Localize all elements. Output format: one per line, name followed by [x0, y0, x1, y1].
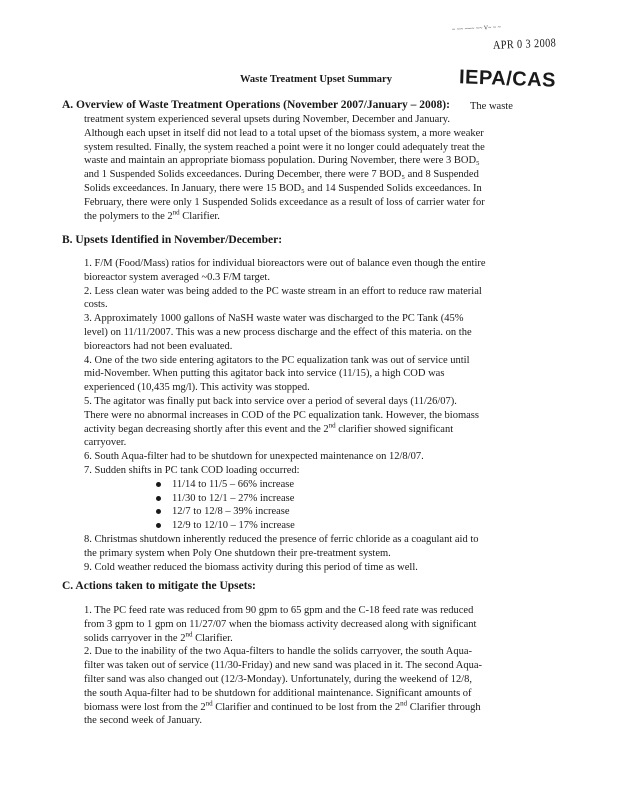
- bullet-item: 11/14 to 11/5 – 66% increase: [156, 478, 584, 492]
- received-date-stamp: APR 0 3 2008: [492, 35, 557, 52]
- bullet-icon: [156, 523, 161, 528]
- list-item: 2. Due to the inability of the two Aqua-filters to handle the solids carryover, the south Aqua- filter was taken out of service (11/30-Friday) and new sand was placed in it. The second Aqua- filter sand was also changed out (12/3-Monday). Unfortunately, during the weekend of 12/8, the south Aqua-filter had to be shutdown for additional maintenance. Significant amounts of biomass were lost from the 2nd Clarifier and continued to be lost from the 2nd Clarifier through the second week of January.: [84, 646, 483, 727]
- text-line: Although each upset in itself did not lead to a total upset of the biomass system, a more weaker: [84, 127, 484, 139]
- list-item: 2. Less clean water was being added to the PC waste stream in an effort to reduce raw material costs.: [84, 285, 482, 311]
- list-item: 5. The agitator was finally put back into service over a period of several days (11/26/07). There were no abnormal increases in COD of the PC equalization tank. However, the biomass activity began decreasing shortly after this event and the 2nd clarifier showed significant carryover.: [84, 395, 479, 449]
- section-a-body: [84, 113, 584, 223]
- bullet-item: 12/7 to 12/8 – 39% increase: [156, 505, 584, 519]
- list-item: 8. Christmas shutdown inherently reduced the presence of ferric chloride as a coagulant aid to the primary system when Poly One shutdown their pre-treatment system.: [84, 533, 479, 559]
- agency-stamp: IEPA/CAS: [458, 66, 557, 92]
- list-item: 3. Approximately 1000 gallons of NaSH waste water was discharged to the PC Tank (45% level) on 11/11/2007. This was a new process discharge and the effect of this materia. on the bioreactors had not been evaluated.: [84, 313, 472, 352]
- list-item: 9. Cold weather reduced the biomass activity during this period of time as well.: [84, 561, 418, 573]
- text-line: Solids exceedances. In January, there were 15 BOD₅ and 14 Suspended Solids exceedances. In: [84, 182, 482, 194]
- section-b-body: [84, 257, 584, 574]
- bullet-icon: [156, 482, 161, 487]
- bullet-icon: [156, 509, 161, 514]
- bullet-item: 12/9 to 12/10 – 17% increase: [156, 519, 584, 533]
- bullet-item: 11/30 to 12/1 – 27% increase: [156, 492, 584, 506]
- text-line: waste and maintain an appropriate biomass population. During November, there were 3 BOD₅: [84, 155, 480, 167]
- section-a-heading: A. Overview of Waste Treatment Operations (November 2007/January – 2008):: [62, 99, 450, 111]
- list-item: 7. Sudden shifts in PC tank COD loading occurred:: [84, 464, 300, 476]
- bullet-list: [84, 478, 584, 533]
- text-line: treatment system experienced several upsets during November, December and January.: [84, 114, 450, 125]
- text-line: system resulted. Finally, the system reached a point were it no longer could adequately treat the: [84, 141, 485, 153]
- list-item: 1. F/M (Food/Mass) ratios for individual bioreactors were out of balance even though the entire bioreactor system averaged ~0.3 F/M target.: [84, 258, 486, 283]
- received-stamp-mark: ~ ~~ ~~~ ~~ V~ ~ ~: [451, 24, 502, 34]
- section-c-heading: C. Actions taken to mitigate the Upsets:: [62, 580, 256, 592]
- text-line: and 1 Suspended Solids exceedances. During December, there were 7 BOD₅ and 8 Suspended: [84, 169, 479, 181]
- list-item: 4. One of the two side entering agitators to the PC equalization tank was out of service until mid-November. When putting this agitator back into service (11/15), a high COD was experienced (10,435 mg/l). This activity was stopped.: [84, 354, 470, 394]
- list-item: 1. The PC feed rate was reduced from 90 gpm to 65 gpm and the C-18 feed rate was reduced from 3 gpm to 1 gpm on 11/27/07 when the biomass activity decreased along with significant solids carryover in the 2nd Clarifier.: [84, 605, 477, 644]
- section-b-heading: B. Upsets Identified in November/December:: [62, 234, 283, 246]
- document-title: Waste Treatment Upset Summary: [240, 74, 392, 85]
- bullet-icon: [156, 496, 161, 501]
- text-line: February, there were only 1 Suspended Solids exceedance as a result of loss of carrier water for: [84, 196, 485, 208]
- text-line: the polymers to the 2nd Clarifier.: [84, 208, 220, 222]
- section-c-body: [84, 604, 584, 728]
- list-item: 6. South Aqua-filter had to be shutdown for unexpected maintenance on 12/8/07.: [84, 451, 424, 463]
- section-a-heading-tail: The waste: [470, 101, 513, 112]
